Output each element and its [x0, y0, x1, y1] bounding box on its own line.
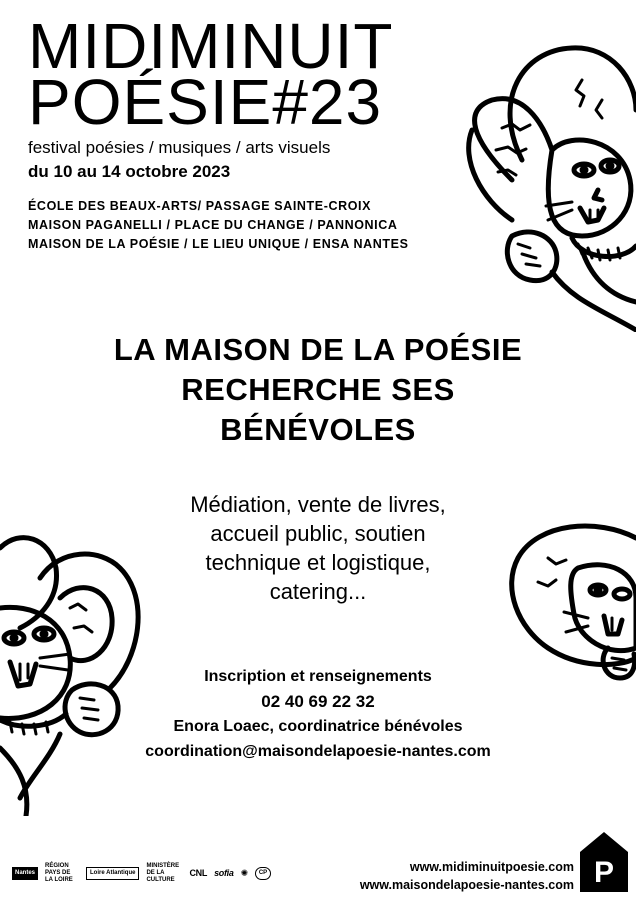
festival-tagline: festival poésies / musiques / arts visuels [28, 138, 331, 157]
cnl-logo-icon: CNL [189, 867, 208, 878]
venue-line: ÉCOLE DES BEAUX-ARTS/ PASSAGE SAINTE-CROIX [28, 199, 372, 213]
footer-urls [360, 858, 574, 894]
copie-privee-logo-icon: CP [255, 867, 271, 880]
festival-website-link[interactable]: www.midiminuitpoesie.com [409, 860, 574, 874]
contact-email: coordination@maisondelapoesie-nantes.com [145, 743, 491, 760]
contact-block [110, 664, 526, 764]
nantes-logo-icon: Nantes [12, 867, 38, 880]
title-line-1: MIDIMINUIT [28, 10, 394, 82]
missions-line-3: technique et logistique, [205, 550, 431, 575]
missions-line-1: Médiation, vente de livres, [190, 492, 446, 517]
partner-logos [12, 862, 312, 884]
venue-list [28, 197, 409, 254]
volunteer-headline [0, 330, 636, 450]
logo-letter: P [593, 856, 615, 889]
title-line-2: POÉSIE#23 [28, 66, 383, 138]
contact-heading: Inscription et renseignements [204, 668, 432, 685]
rabbit-illustration-right [508, 518, 636, 694]
rabbit-illustration-left [0, 508, 150, 816]
sofia-logo-icon: sofia [214, 867, 234, 878]
ministere-culture-logo-icon: MINISTÈRE DE LA CULTURE [146, 862, 180, 883]
missions-line-4: catering... [269, 579, 367, 604]
sacem-logo-icon: ✺ [240, 867, 248, 878]
headline-line-1: LA MAISON DE LA POÉSIE [113, 332, 523, 367]
venue-line: MAISON DE LA POÉSIE / LE LIEU UNIQUE / ENSA NANTES [28, 237, 409, 251]
contact-person: Enora Loaec, coordinatrice bénévoles [173, 718, 463, 735]
headline-line-2: RECHERCHE SES [181, 372, 455, 407]
maison-poesie-logo-icon [580, 832, 628, 892]
rabbit-illustration-top-right [452, 40, 636, 332]
volunteer-missions [150, 490, 486, 606]
headline-line-3: BÉNÉVOLES [220, 412, 416, 447]
contact-phone: 02 40 69 22 32 [261, 692, 375, 711]
region-pays-de-la-loire-logo-icon: RÉGION PAYS DE LA LOIRE [45, 862, 73, 883]
missions-line-2: accueil public, soutien [210, 521, 426, 546]
festival-title [28, 10, 394, 138]
maison-poesie-website-link[interactable]: www.maisondelapoesie-nantes.com [359, 878, 574, 892]
festival-dates: du 10 au 14 octobre 2023 [28, 162, 231, 181]
loire-atlantique-logo-icon: Loire Atlantique [86, 867, 139, 880]
venue-line: MAISON PAGANELLI / PLACE DU CHANGE / PANNONICA [28, 218, 398, 232]
